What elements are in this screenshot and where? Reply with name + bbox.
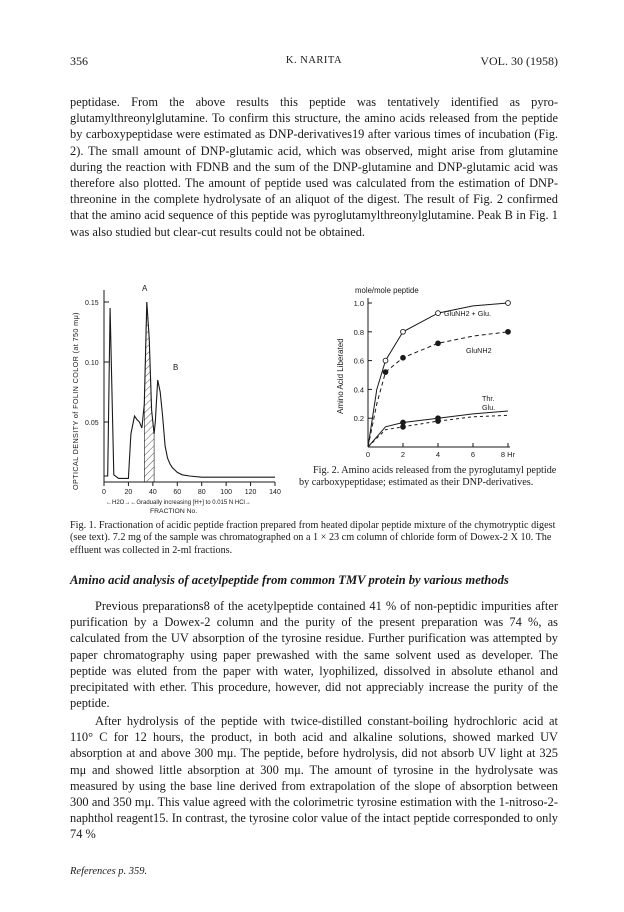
- fig1-y-tick-label: 0.05: [85, 420, 99, 427]
- paragraph-3: After hydrolysis of the peptide with twice-distilled constant-boiling hydrochloric acid at 110° C for 12 hours, the product, in both acid and alkaline solutions, showed marked UV absorption at and above 300 mμ. The peptide, before hydrolysis, did not absorb UV light at 325 mμ and showed little absorption at 300 mμ. The amount of tyrosine in the hydrolysate was measured by using the base line derived from extrapolation of the slope of absorption between 300 and 350 mμ. This value agreed with the colorimetric tyrosine estimation with the 1-nitroso-2-naphthol reagent15. In contrast, the tyrosine color value of the intact peptide corresponded to only 74 %: [70, 714, 558, 842]
- fig2-axes: [368, 298, 510, 447]
- fig2-x-tick-label: 8 Hr: [500, 450, 516, 459]
- fig2-data-point: [383, 358, 388, 363]
- page-header: [70, 54, 558, 72]
- fig1-eluent-note: ←H2O→←Gradually increasing [H+] to 0.015 N HCl→: [106, 500, 251, 506]
- fig2-x-tick-label: 6: [470, 450, 476, 459]
- fig2-curve-label-glunh2: GluNH2: [466, 346, 492, 355]
- volume-info: VOL. 30 (1958): [480, 54, 558, 68]
- paragraph-2: Previous preparations8 of the acetylpeptide contained 41 % of non-peptidic impurities after purification by a Dowex-2 column and the purity of the present preparation was 74 %, as calculated from the UV absorption of the tyrosine residue. Further purification was attempted by paper chromatography using paper prewashed with the same solvent used as developer. The peptide was eluted from the paper with water, lyophilized, dissolved in absolute ethanol and precipitated with ether. This procedure, however, did not appreciably increase the purity of the peptide.: [70, 599, 558, 711]
- figure-2-caption: Fig. 2. Amino acids released from the pyroglutamyl peptide by carboxypeptidase; estimated as their DNP-derivatives.: [299, 465, 557, 489]
- fig2-x-tick-label: 4: [435, 450, 441, 459]
- fig2-y-tick-label: 0.4: [353, 385, 364, 395]
- fig1-peak-label-a: A: [142, 284, 148, 293]
- fig2-x-tick-label: 2: [400, 450, 406, 459]
- fig1-x-tick-label: 80: [197, 489, 206, 496]
- fig2-data-point: [506, 301, 511, 306]
- fig1-x-tick-label: 60: [173, 489, 182, 496]
- fig1-y-tick-label: 0.15: [85, 300, 99, 307]
- fig2-data-point: [436, 419, 441, 424]
- page-number: 356: [70, 54, 88, 68]
- fig1-peak-label-b: B: [173, 363, 179, 372]
- fig2-data-point: [401, 355, 406, 360]
- fig2-data-point: [401, 329, 406, 334]
- fig1-y-tick-label: 0.10: [85, 360, 99, 367]
- fig2-series-line: [368, 303, 508, 447]
- fig2-data-point: [436, 341, 441, 346]
- fig1-x-tick-label: 40: [148, 489, 157, 496]
- figure-1: [70, 282, 292, 514]
- fig1-x-tick-label: 100: [220, 489, 232, 496]
- fig1-x-axis-label: FRACTION No.: [150, 508, 198, 514]
- section-heading: Amino acid analysis of acetylpeptide from common TMV protein by various methods: [70, 573, 509, 587]
- fig2-y-axis-label: Amino Acid Liberated: [336, 338, 345, 414]
- references-note: References p. 359.: [70, 866, 148, 877]
- fig1-elution-curve: [104, 302, 275, 478]
- fig1-y-axis-label: OPTICAL DENSITY of FOLIN COLOR (at 750 mμ): [71, 312, 80, 490]
- fig2-curve-label-thr: Thr.: [482, 394, 495, 403]
- figure-1-caption: Fig. 1. Fractionation of acidic peptide fraction prepared from heated dipolar peptide mixture of the chymotryptic digest (see text). 7.2 mg of the sample was chromatographed on a 1 × 23 cm column of chloride form of Dowex-2 X 10. The effluent was collected in 2-ml fractions.: [70, 520, 556, 556]
- fig2-unit-label: mole/mole peptide: [355, 286, 419, 295]
- fig2-y-tick-label: 0.8: [353, 327, 364, 337]
- fig2-data-point: [506, 329, 511, 334]
- fig2-data-point: [383, 370, 388, 375]
- fig2-data-point: [401, 424, 406, 429]
- fig1-x-tick-label: 0: [102, 489, 106, 496]
- fig2-x-tick-label: 0: [365, 450, 371, 459]
- fig1-x-tick-label: 120: [244, 489, 257, 496]
- figure-2: [298, 282, 560, 460]
- fig1-x-tick-label: 20: [124, 489, 133, 496]
- running-author: K. NARITA: [285, 55, 343, 66]
- fig2-y-tick-label: 0.2: [353, 414, 364, 424]
- fig2-y-tick-label: 0.6: [353, 356, 364, 366]
- paragraph-1: peptidase. From the above results this peptide was tentatively identified as pyro-glutamylthreonylglutamine. To confirm this structure, the amino acids released from the peptide by carboxypeptidase were estimated as DNP-derivatives19 after various times of incubation (Fig. 2). The small amount of DNP-glutamic acid, which was observed, might arise from glutamine during the reaction with FDNB and the sum of the DNP-glutamine and DNP-glutamic acid was therefore also plotted. The amount of peptide used was calculated from the estimation of DNP-threonine in the complete hydrolysate of an aliquot of the digest. The result of Fig. 2 confirmed that the amino acid sequence of this peptide was pyroglutamylthreonylglutamine. Peak B in Fig. 1 was also studied but clear-cut results could not be obtained.: [70, 95, 558, 239]
- fig1-x-tick-label: 140: [269, 489, 281, 496]
- fig2-curve-label-glu: Glu.: [482, 403, 496, 412]
- fig2-data-point: [436, 311, 441, 316]
- fig2-y-tick-label: 1.0: [353, 299, 364, 308]
- fig2-curve-label-total: GluNH2 + Glu.: [444, 309, 491, 318]
